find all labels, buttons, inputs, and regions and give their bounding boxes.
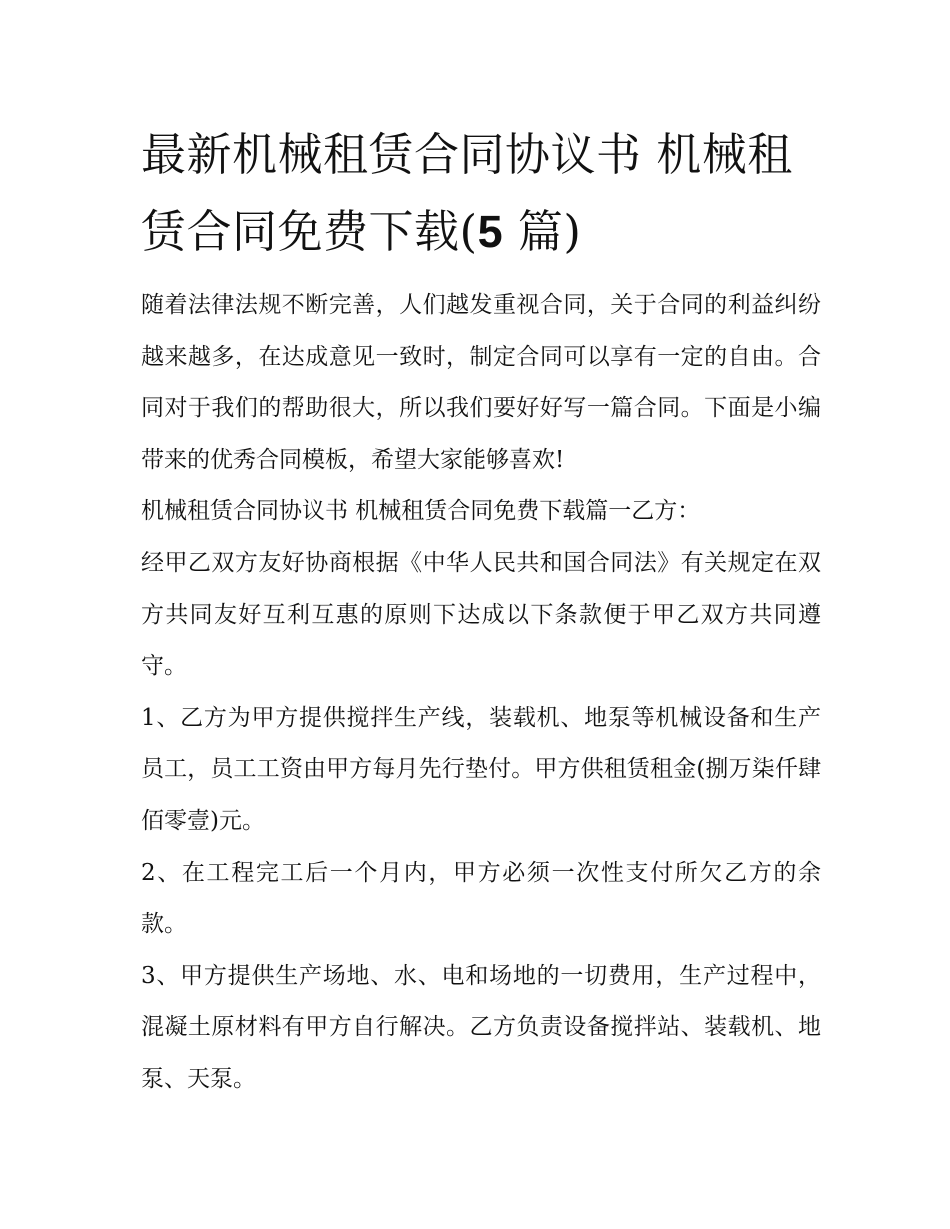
- document-page: [141, 116, 821, 1106]
- clause-2: 2、在工程完工后一个月内，甲方必须一次性支付所欠乙方的余款。: [141, 859, 821, 938]
- clause-3: 3、甲方提供生产场地、水、电和场地的一切费用，生产过程中，混凝土原材料有甲方自行解决。乙方负责设备搅拌站、装载机、地泵、天泵。: [141, 962, 821, 1092]
- document-title: [141, 116, 821, 270]
- section-heading: 机械租赁合同协议书 机械租赁合同免费下载篇一乙方：: [141, 498, 701, 525]
- preamble-paragraph: 经甲乙双方友好协商根据《中华人民共和国合同法》有关规定在双方共同友好互利互惠的原则下达成以下条款便于甲乙双方共同遵守。: [141, 549, 821, 680]
- intro-paragraph: 随着法律法规不断完善，人们越发重视合同，关于合同的利益纠纷越来越多，在达成意见一致时，制定合同可以享有一定的自由。合同对于我们的帮助很大，所以我们要好好写一篇合同。下面是小编带来的优秀合同模板，希望大家能够喜欢!: [141, 292, 821, 473]
- clause-1: 1、乙方为甲方提供搅拌生产线，装载机、地泵等机械设备和生产员工，员工工资由甲方每月先行垫付。甲方供租赁租金(捌万柒仟肆佰零壹)元。: [141, 704, 821, 834]
- title-suffix: 篇): [503, 205, 582, 258]
- title-count: 5: [477, 206, 504, 257]
- title-text: 最新机械租赁合同协议书 机械租赁合同免费下载(: [141, 128, 793, 258]
- document-body: [141, 280, 821, 1106]
